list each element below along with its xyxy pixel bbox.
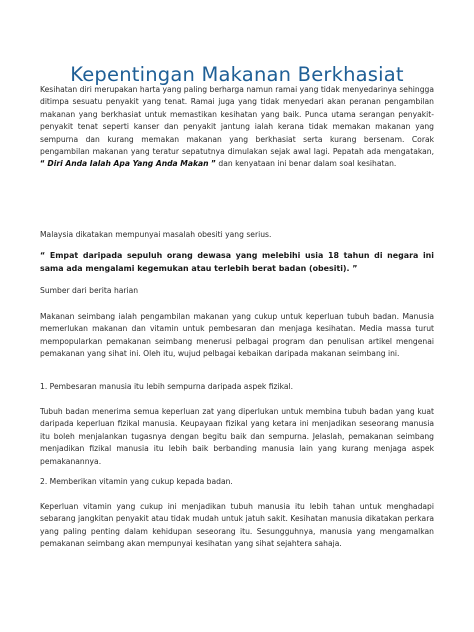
quote-mark-close: ” (211, 159, 216, 169)
page-title: Kepentingan Makanan Berkhasiat (70, 63, 404, 87)
point-2-paragraph: Keperluan vitamin yang cukup ini menjadikan tubuh manusia itu lebih tahan untuk menghadapi sebarang jangkitan penyakit atau tidak mudah untuk jatuh sakit. Kesihatan manusia dikatakan perkara yang paling penting dalam kehidupan seseorang itu. Sesungguhnya, manusia yang mengamalkan pemakanan seimbang akan mempunyai kesihatan yang sihat sejahtera sahaja. (40, 502, 434, 549)
intro-paragraph (40, 84, 434, 171)
intro-text: Kesihatan diri merupakan harta yang paling berharga namun ramai yang tidak menyedarinya sehingga ditimpa sesuatu penyakit yang tenat. Ramai juga yang tidak menyedari akan peranan pengambilan makanan yang berkhasiat untuk memastikan kesihatan yang baik. Punca utama serangan penyakit-penyakit tenat seperti kanser dan penyakit jantung ialah kerana tidak memakan makanan yang sempurna dan kurang memakan makanan yang berkhasiat serta kurang bersenam. Corak pengambilan makanan yang teratur sepatutnya dimulakan sejak awal lagi. Pepatah ada mengatakan, (40, 85, 434, 157)
obesity-statement: Malaysia dikatakan mempunyai masalah obesiti yang serius. (40, 230, 272, 239)
balanced-diet-paragraph: Makanan seimbang ialah pengambilan makanan yang cukup untuk keperluan tubuh badan. Manusia memerlukan makanan dan vitamin untuk pembesaran dan menjaga kesihatan. Media massa turut mempopularkan pemakanan seimbang menerusi pelbagai program dan penulisan artikel mengenai pemakanan yang sihat ini. Oleh itu, wujud pelbagai kebaikan daripada makanan seimbang ini. (40, 312, 434, 359)
point-1-paragraph: Tubuh badan menerima semua keperluan zat yang diperlukan untuk membina tubuh badan yang kuat daripada keperluan fizikal manusia. Keupayaan fizikal yang ketara ini menjadikan seseorang manusia itu boleh menjalankan tugasnya dengan begitu baik dan sempurna. Jelaslah, pemakanan seimbang menjadikan fizikal manusia itu lebih baik berbanding manusia lain yang kurang menjaga aspek pemakanannya. (40, 407, 434, 466)
source-line: Sumber dari berita harian (40, 286, 139, 295)
proverb-text: Diri Anda Ialah Apa Yang Anda Makan (47, 159, 209, 169)
intro-text-end: dan kenyataan ini benar dalam soal kesihatan. (216, 159, 397, 169)
obesity-quote: “ Empat daripada sepuluh orang dewasa yang melebihi usia 18 tahun di negara ini sama ada mengalami kegemukan atau terlebih berat badan (obesiti). ” (40, 251, 434, 273)
point-2-heading: 2. Memberikan vitamin yang cukup kepada badan. (40, 477, 233, 486)
quote-mark-open: “ (40, 159, 45, 169)
point-1-heading: 1. Pembesaran manusia itu lebih sempurna daripada aspek fizikal. (40, 382, 294, 391)
